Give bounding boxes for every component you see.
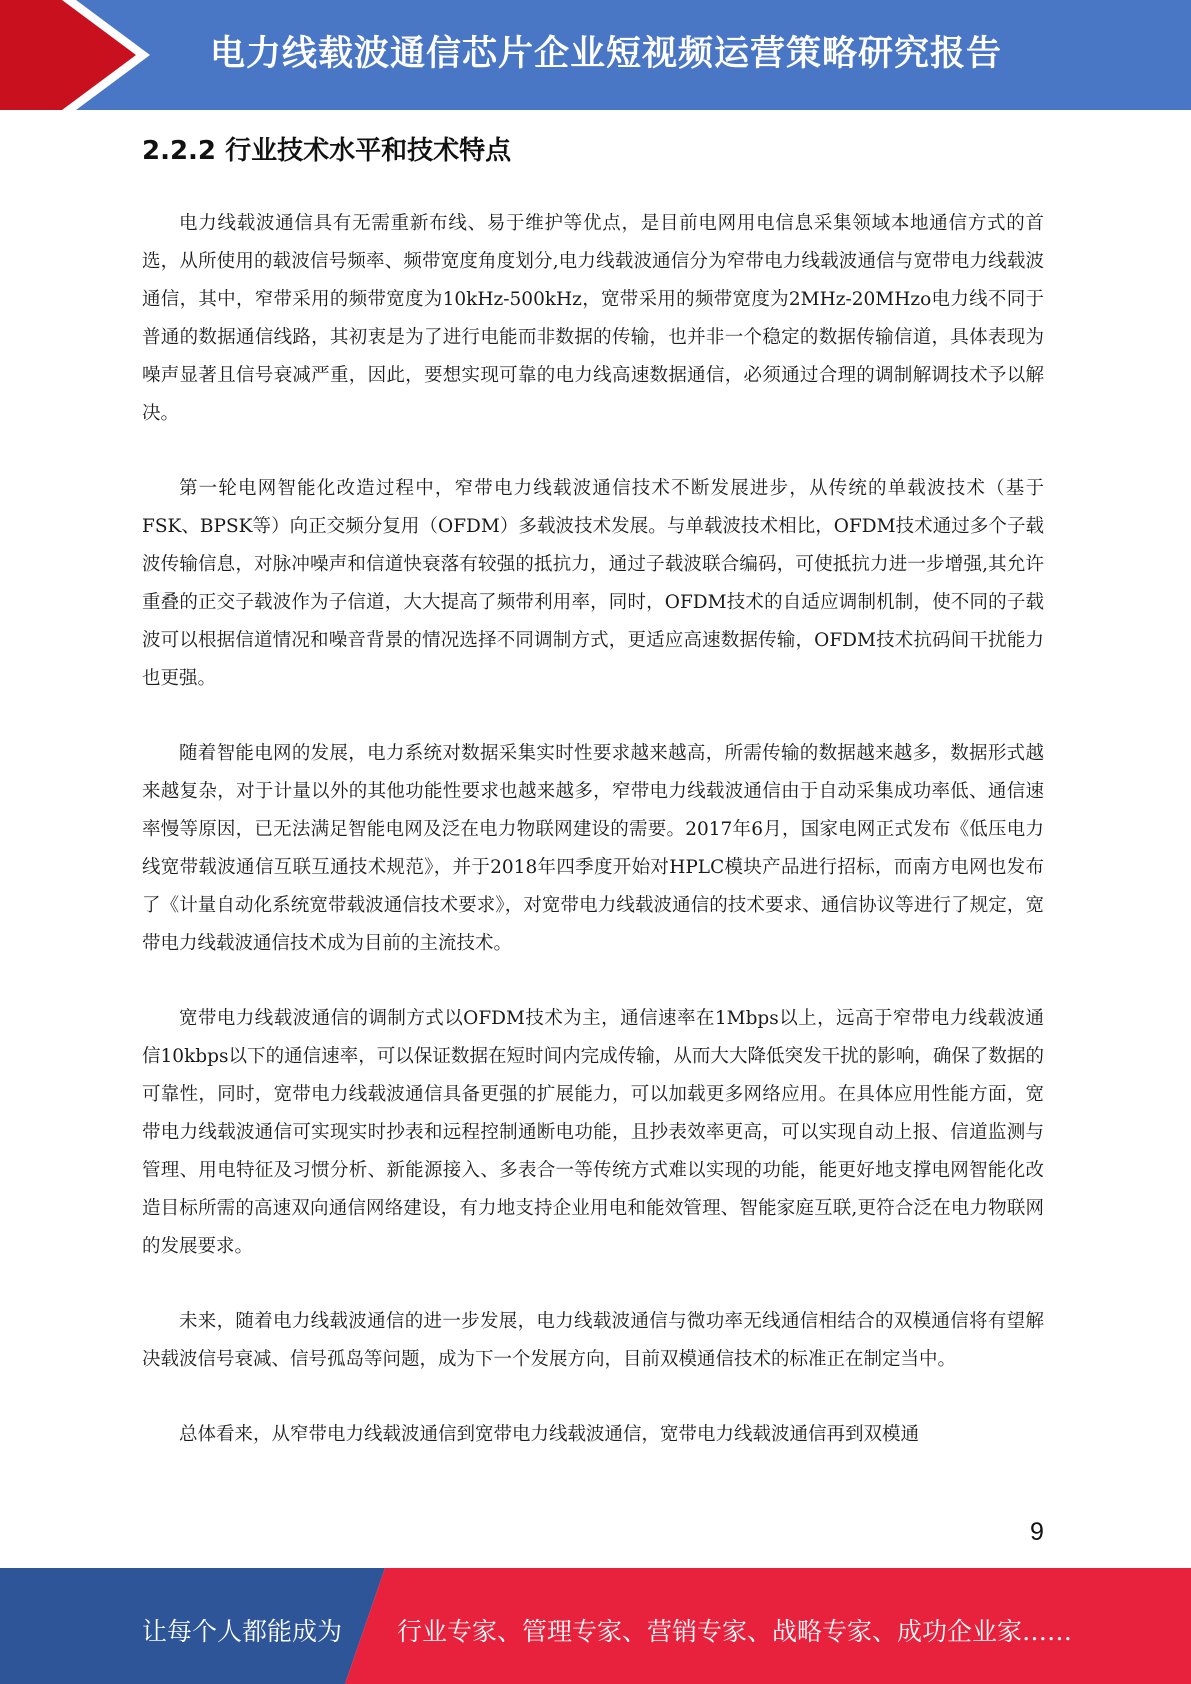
paragraph: 宽带电力线载波通信的调制方式以OFDM技术为主，通信速率在1Mbps以上，远高于窄带电力线载波通信10kbps以下的通信速率，可以保证数据在短时间内完成传输，从而大大降低突发干扰的影响，确保了数据的可靠性，同时，宽带电力线载波通信具备更强的扩展能力，可以加载更多网络应用。在具体应用性能方面，宽带电力线载波通信可实现实时抄表和远程控制通断电功能，且抄表效率更高，可以实现自动上报、信道监测与管理、用电特征及习惯分析、新能源接入、多表合一等传统方式难以实现的功能，能更好地支撑电网智能化改造目标所需的高速双向通信网络建设，有力地支持企业用电和能效管理、智能家庭互联,更符合泛在电力物联网的发展要求。: [142, 1008, 1044, 1257]
page-footer: [0, 1568, 1191, 1684]
footer-slogan-left: 让每个人都能成为: [142, 1617, 343, 1646]
section-heading: 2.2.2 行业技术水平和技术特点: [142, 136, 512, 166]
paragraph: 总体看来，从窄带电力线载波通信到宽带电力线载波通信，宽带电力线载波通信再到双模通: [179, 1424, 920, 1445]
page-header: [0, 0, 1191, 110]
paragraph: 第一轮电网智能化改造过程中，窄带电力线载波通信技术不断发展进步，从传统的单载波技术（基于FSK、BPSK等）向正交频分复用（OFDM）多载波技术发展。与单载波技术相比，OFDM技术通过多个子载波传输信息，对脉冲噪声和信道快衰落有较强的抵抗力，通过子载波联合编码，可使抵抗力进一步增强,其允许重叠的正交子载波作为子信道，大大提高了频带利用率，同时，OFDM技术的自适应调制机制，使不同的子载波可以根据信道情况和噪音背景的情况选择不同调制方式，更适应高速数据传输，OFDM技术抗码间干扰能力也更强。: [142, 478, 1044, 689]
footer-slogan-right: 行业专家、管理专家、营销专家、战略专家、成功企业家……: [397, 1617, 1073, 1646]
paragraph: 未来，随着电力线载波通信的进一步发展，电力线载波通信与微功率无线通信相结合的双模通信将有望解决载波信号衰减、信号孤岛等问题，成为下一个发展方向，目前双模通信技术的标准正在制定当中。: [142, 1311, 1044, 1370]
body-text: [142, 205, 1044, 1491]
page-number: 9: [1030, 1518, 1044, 1546]
report-title: 电力线载波通信芯片企业短视频运营策略研究报告: [210, 34, 1003, 74]
paragraph: 随着智能电网的发展，电力系统对数据采集实时性要求越来越高，所需传输的数据越来越多，数据形式越来越复杂，对于计量以外的其他功能性要求也越来越多，窄带电力线载波通信由于自动采集成功率低、通信速率慢等原因，已无法满足智能电网及泛在电力物联网建设的需要。2017年6月，国家电网正式发布《低压电力线宽带载波通信互联互通技术规范》，并于2018年四季度开始对HPLC模块产品进行招标，而南方电网也发布了《计量自动化系统宽带载波通信技术要求》，对宽带电力线载波通信的技术要求、通信协议等进行了规定，宽带电力线载波通信技术成为目前的主流技术。: [142, 743, 1044, 954]
paragraph: 电力线载波通信具有无需重新布线、易于维护等优点，是目前电网用电信息采集领域本地通信方式的首选，从所使用的载波信号频率、频带宽度角度划分,电力线载波通信分为窄带电力线载波通信与宽带电力线载波通信，其中，窄带采用的频带宽度为10kHz-500kHz，宽带采用的频带宽度为2MHz-20MHzo电力线不同于普通的数据通信线路，其初衷是为了进行电能而非数据的传输，也并非一个稳定的数据传输信道，具体表现为噪声显著且信号衰减严重，因此，要想实现可靠的电力线高速数据通信，必须通过合理的调制解调技术予以解决。: [142, 213, 1044, 424]
